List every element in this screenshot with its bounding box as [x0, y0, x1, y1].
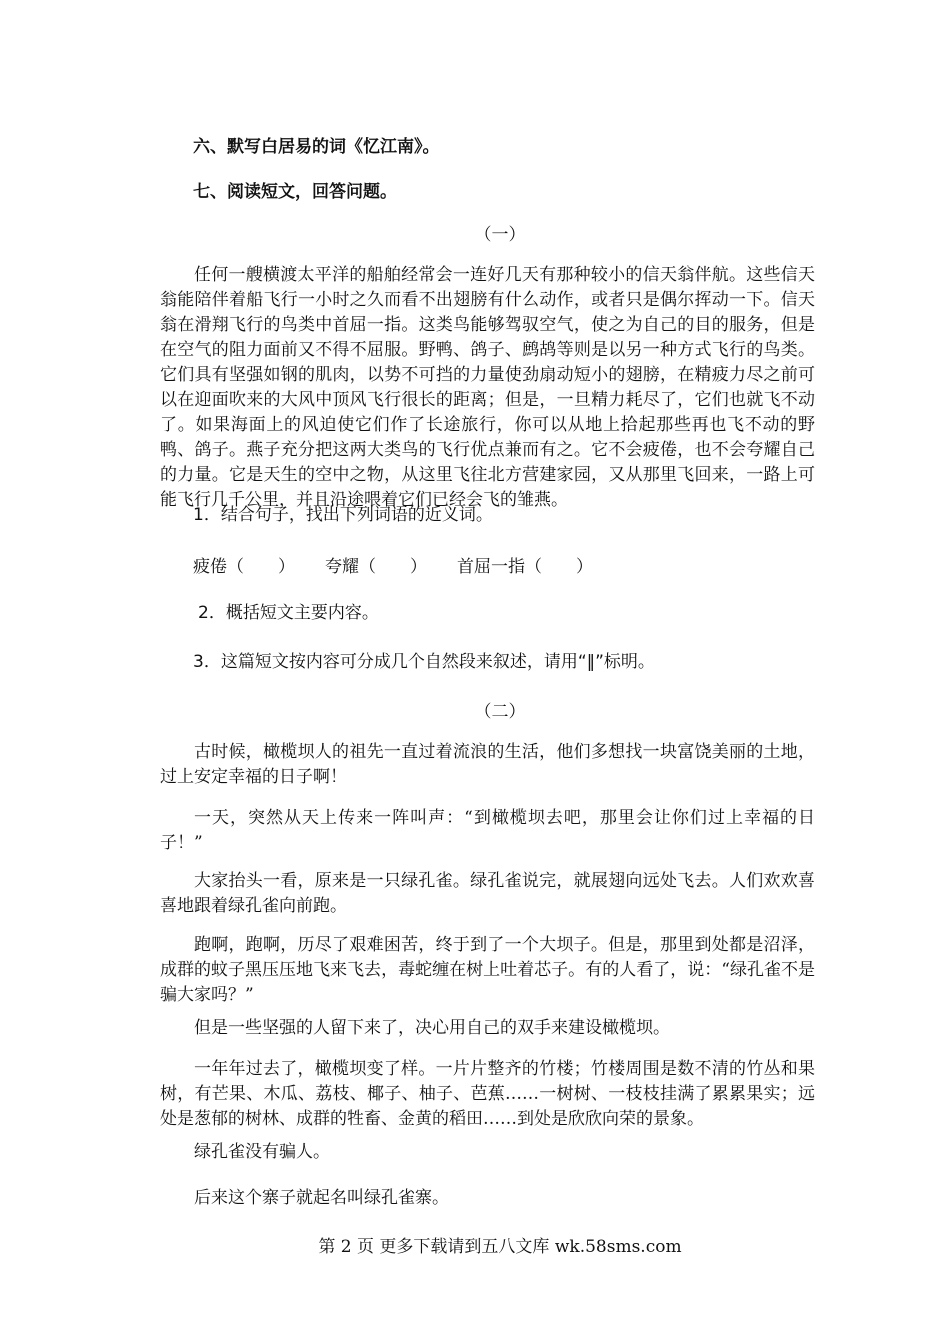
vocab-item: 疲倦（ ） [193, 557, 295, 577]
part-1-passage: 任何一艘横渡太平洋的船舶经常会一连好几天有那种较小的信天翁伴航。这些信天翁能陪伴着船飞行一小时之久而看不出翅膀有什么动作，或者只是偶尔挥动一下。信天翁在滑翔飞行的鸟类中首屈一指。这类鸟能够驾驭空气，使之为自己的目的服务，但是在空气的阻力面前又不得不屈服。野鸭、鸽子、鹧鸪等则是以另一种方式飞行的鸟类。它们具有坚强如钢的肌肉，以势不可挡的力量使劲扇动短小的翅膀，在精疲力尽之前可以在迎面吹来的大风中顶风飞行很长的距离；但是，一旦精力耗尽了，它们也就飞不动了。如果海面上的风迫使它们作了长途旅行，你可以从地上拾起那些再也飞不动的野鸭、鸽子。燕子充分把这两大类鸟的飞行优点兼而有之。它不会疲倦，也不会夸耀自己的力量。它是天生的空中之物，从这里飞往北方营建家园，又从那里飞回来，一路上可能飞行几千公里，并且沿途喂着它们已经会飞的雏燕。 [160, 265, 815, 510]
story-paragraph: 跑啊，跑啊，历尽了艰难困苦，终于到了一个大坝子。但是，那里到处都是沼泽，成群的蚊子黑压压地飞来飞去，毒蛇缠在树上吐着芯子。有的人看了，说：“绿孔雀不是骗大家吗？” [160, 935, 815, 1005]
vocab-item: 首屈一指（ ） [457, 557, 593, 577]
story-paragraph: 后来这个寨子就起名叫绿孔雀寨。 [194, 1188, 449, 1208]
section-6-heading: 六、默写白居易的词《忆江南》。 [193, 137, 440, 157]
page-footer: 第 2 页 更多下载请到五八文库 wk.58sms.com [318, 1237, 682, 1257]
story-paragraph: 一天，突然从天上传来一阵叫声：“到橄榄坝去吧，那里会让你们过上幸福的日子！” [160, 808, 815, 853]
part-2-label: （二） [474, 702, 526, 722]
section-7-heading: 七、阅读短文，回答问题。 [193, 182, 397, 202]
vocab-item: 夸耀（ ） [325, 557, 427, 577]
story-paragraph: 但是一些坚强的人留下来了，决心用自己的双手来建设橄榄坝。 [194, 1018, 670, 1038]
question-3: 3．这篇短文按内容可分成几个自然段来叙述，请用“‖”标明。 [193, 652, 655, 672]
story-paragraph: 绿孔雀没有骗人。 [194, 1142, 330, 1162]
story-paragraph: 古时候，橄榄坝人的祖先一直过着流浪的生活，他们多想找一块富饶美丽的土地，过上安定幸福的日子啊！ [160, 742, 815, 787]
question-1: 1．结合句子，找出下列词语的近义词。 [193, 505, 493, 525]
story-paragraph: 一年年过去了，橄榄坝变了样。一片片整齐的竹楼；竹楼周围是数不清的竹丛和果树，有芒果、木瓜、荔枝、椰子、柚子、芭蕉……一树树、一枝枝挂满了累累果实；远处是葱郁的树林、成群的牲畜、金黄的稻田……到处是欣欣向荣的景象。 [160, 1059, 815, 1129]
part-1-label: （一） [474, 225, 526, 245]
question-2: 2．概括短文主要内容。 [198, 603, 379, 623]
story-paragraph: 大家抬头一看，原来是一只绿孔雀。绿孔雀说完，就展翅向远处飞去。人们欢欢喜喜地跟着绿孔雀向前跑。 [160, 871, 815, 916]
vocab-list [193, 552, 593, 577]
